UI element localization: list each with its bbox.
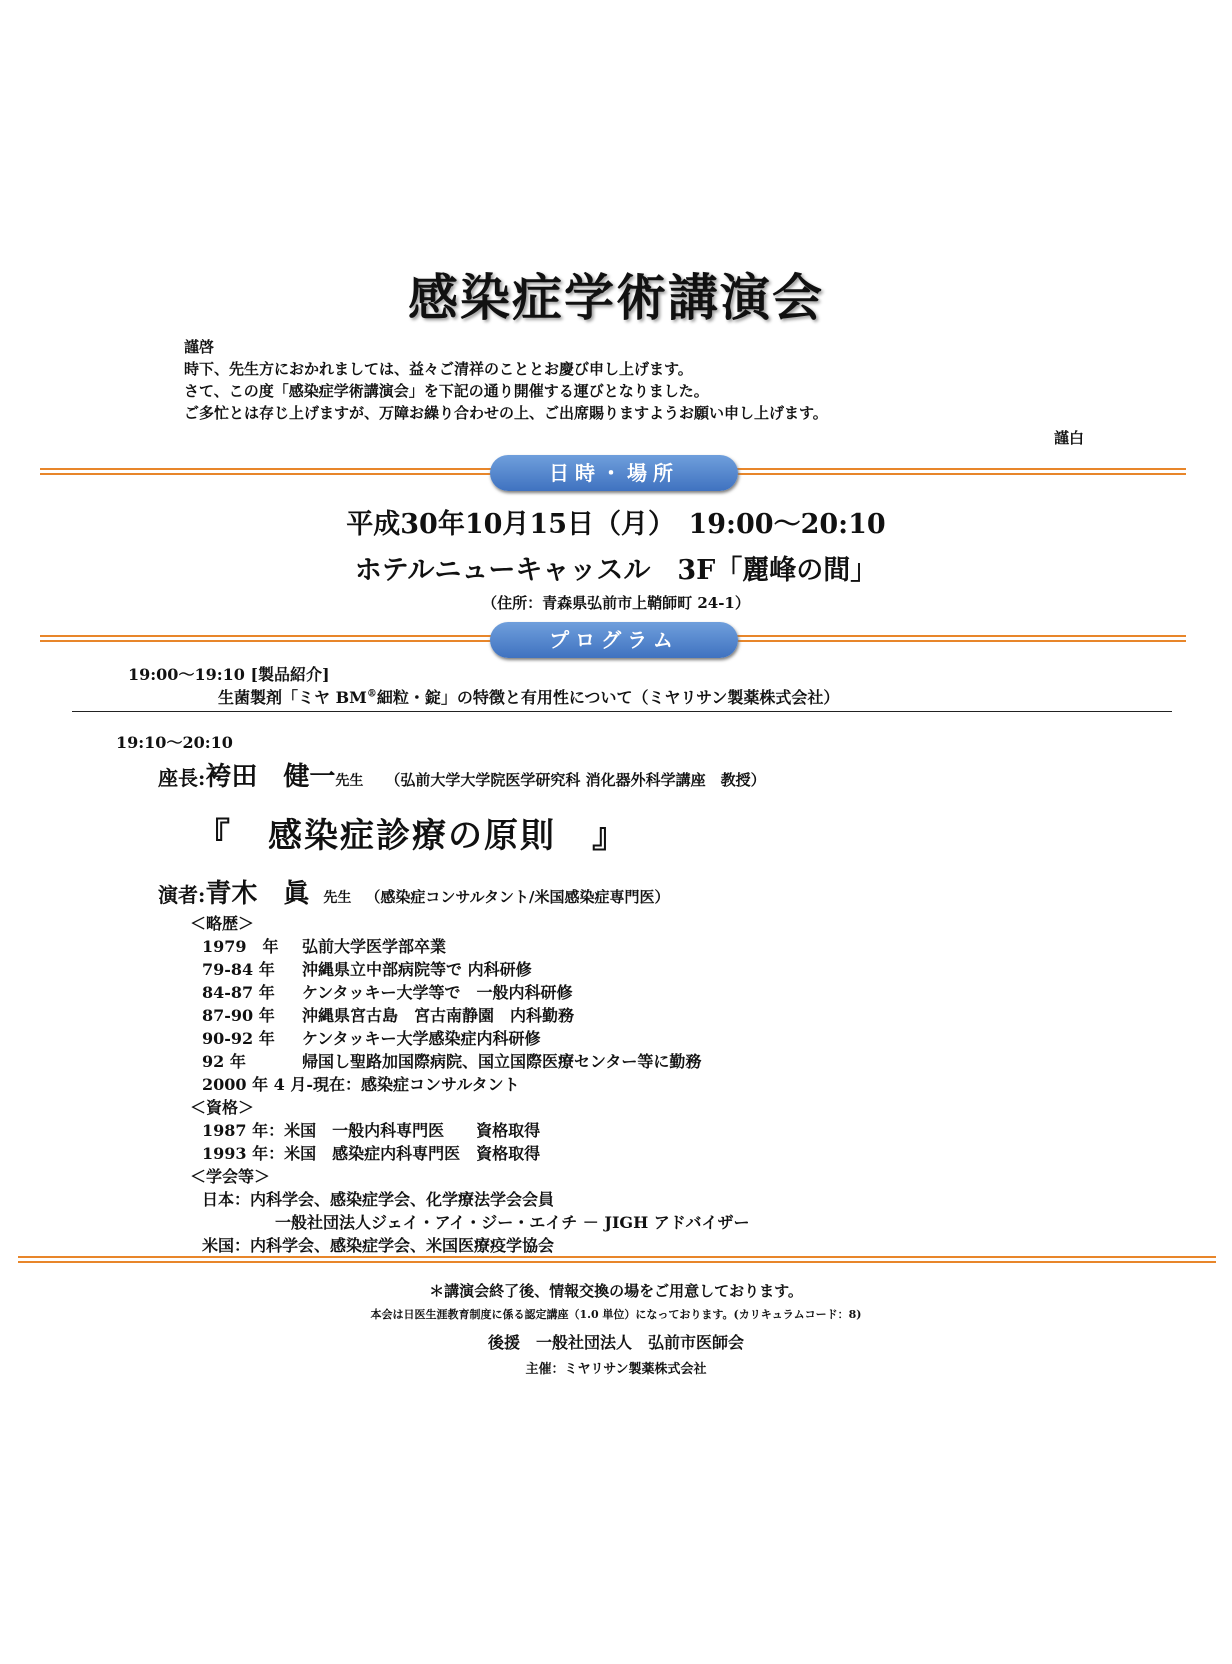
greeting-closing: 謹白 [1053,429,1084,447]
program-first-time: 19:00～19:10 [製品紹介] [128,665,330,684]
event-address: （住所：青森県弘前市上鞘師町 24-1） [482,594,750,612]
greeting-line: 時下、先生方におかれましては、益々ご清祥のこととお慶び申し上げます。 [184,360,693,378]
speaker-row [158,873,670,910]
history-item: 92 年 帰国し聖路加国際病院、国立国際医療センター等に勤務 [202,1052,702,1071]
qualifications-header: ＜資格＞ [190,1098,255,1117]
chair-row [158,756,766,793]
event-date: 平成30年10月15日（月） 19:00～20:10 [346,509,886,540]
society-item: 米国：内科学会、感染症学会、米国医療疫学協会 [202,1236,555,1255]
registered-mark: ® [366,688,377,700]
history-header: ＜略歴＞ [190,914,255,933]
chair-label: 座長: [158,766,206,790]
history-item: 90-92 年 ケンタッキー大学感染症内科研修 [202,1029,541,1048]
speaker-label: 演者: [158,883,206,907]
program-first-description: 生菌製剤「ミヤ BM®細粒・錠」の特徴と有用性について（ミヤリサン製薬株式会社） [218,688,840,707]
history-item: 1979 年 弘前大学医学部卒業 [202,937,447,956]
program-second-time: 19:10～20:10 [116,733,233,752]
footer-support: 後援 一般社団法人 弘前市医師会 [487,1333,744,1352]
chair-honorific: 先生 [335,773,364,789]
page-title: 感染症学術講演会 [408,269,824,327]
section-header-datetime: 日時・場所 [490,455,738,491]
footer-credit: 本会は日医生涯教育制度に係る認定講座（1.0 単位）になっております。(カリキュラムコード：8) [370,1308,862,1321]
society-item: 日本：内科学会、感染症学会、化学療法学会会員 [202,1190,555,1209]
chair-affiliation: （弘前大学大学院医学研究科 消化器外科学講座 教授） [385,771,766,789]
history-item: 79-84 年 沖縄県立中部病院等で 内科研修 [202,960,532,979]
speaker-affiliation: （感染症コンサルタント/米国感染症専門医） [365,888,670,906]
lecture-title: 『 感染症診療の原則 』 [196,816,628,856]
qualification-item: 1993 年：米国 感染症内科専門医 資格取得 [202,1144,541,1163]
greeting-opening: 謹啓 [184,338,215,356]
footer-note: ＊講演会終了後、情報交換の場をご用意しております。 [429,1282,803,1300]
history-item: 87-90 年 沖縄県宮古島 宮古南静園 内科勤務 [202,1006,575,1025]
program-divider [72,711,1172,712]
greeting-line: ご多忙とは存じ上げますが、万障お繰り合わせの上、ご出席賜りますようお願い申し上げます。 [184,404,828,422]
footer-host: 主催：ミヤリサン製薬株式会社 [525,1362,707,1377]
footer-divider [18,1256,1216,1263]
society-item: 一般社団法人ジェイ・アイ・ジー・エイチ － JIGH アドバイザー [275,1213,750,1232]
qualification-item: 1987 年：米国 一般内科専門医 資格取得 [202,1121,541,1140]
speaker-name: 青木 眞 [205,879,310,909]
chair-name: 袴田 健一 [205,762,336,792]
section-header-program: プログラム [490,622,738,658]
societies-header: ＜学会等＞ [190,1167,271,1186]
history-item: 84-87 年 ケンタッキー大学等で 一般内科研修 [202,983,573,1002]
history-current: 2000 年 4 月-現在：感染症コンサルタント [202,1075,520,1094]
greeting-line: さて、この度「感染症学術講演会」を下記の通り開催する運びとなりました。 [184,382,709,400]
event-venue: ホテルニューキャッスル 3F「麗峰の間」 [354,555,878,586]
speaker-honorific: 先生 [323,890,352,906]
